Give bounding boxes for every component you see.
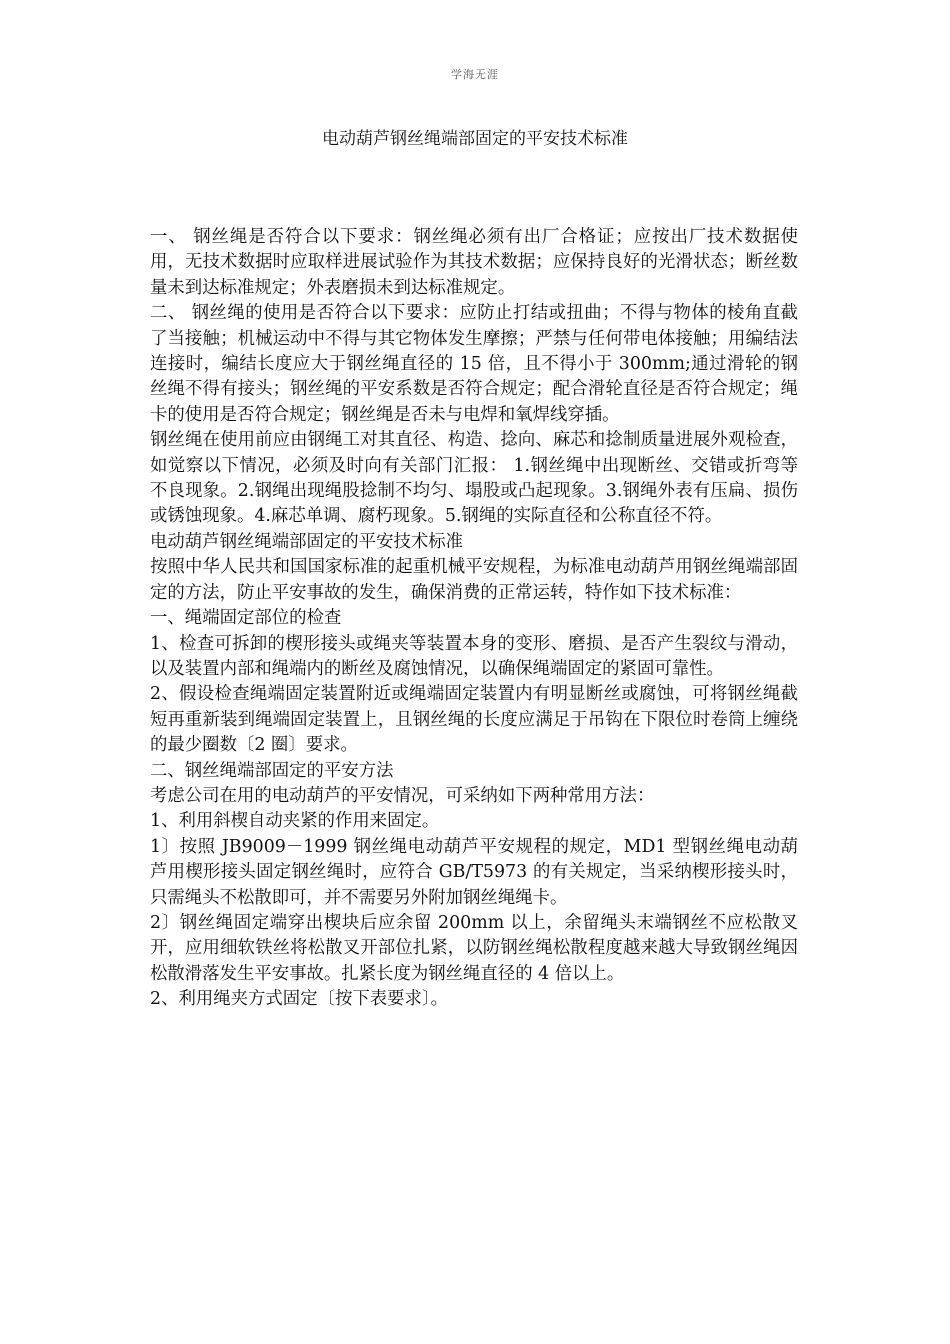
paragraph: 钢丝绳在使用前应由钢绳工对其直径、构造、捻向、麻芯和捻制质量进展外观检查，如觉察以下情况，必须及时向有关部门汇报： 1.钢丝绳中出现断丝、交错或折弯等不良现象。2.钢绳出现绳股捻制不均匀、塌股或凸起现象。3.钢绳外表有压扁、损伤或锈蚀现象。4.麻芯单调、腐朽现象。5.钢绳的实际直径和公称直径不符。 xyxy=(150,430,798,527)
paragraph: 一、 钢丝绳是否符合以下要求：钢丝绳必须有出厂合格证；应按出厂技术数据使用，无技术数据时应取样进展试验作为其技术数据；应保持良好的光滑状态；断丝数量未到达标准规定；外表磨损未到达标准规定。 xyxy=(150,227,798,298)
paragraph: 1、检查可拆卸的楔形接头或绳夹等装置本身的变形、磨损、是否产生裂纹与滑动，以及装置内部和绳端内的断丝及腐蚀情况，以确保绳端固定的紧固可靠性。 xyxy=(150,633,798,679)
header-watermark: 学海无涯 xyxy=(451,68,499,81)
subsection-heading: 2、利用绳夹方式固定〔按下表要求〕。 xyxy=(150,989,449,1010)
section-heading: 二、钢丝绳端部固定的平安方法 xyxy=(150,760,394,781)
paragraph: 2、假设检查绳端固定装置附近或绳端固定装置内有明显断丝或腐蚀，可将钢丝绳截短再重新装到绳端固定装置上，且钢丝绳的长度应满足于吊钩在下限位时卷筒上缠绕的最少圈数〔2 圈〕要求。 xyxy=(150,684,798,756)
section-title: 电动葫芦钢丝绳端部固定的平安技术标准 xyxy=(150,531,464,552)
paragraph: 按照中华人民共和国国家标准的起重机械平安规程，为标准电动葫芦用钢丝绳端部固定的方法，防止平安事故的发生，确保消费的正常运转，特作如下技术标准： xyxy=(150,557,798,603)
section-heading: 一、绳端固定部位的检查 xyxy=(150,608,342,629)
document-body xyxy=(150,225,798,1013)
subsection-heading: 1、利用斜楔自动夹紧的作用来固定。 xyxy=(150,811,440,832)
document-title: 电动葫芦钢丝绳端部固定的平安技术标准 xyxy=(322,129,628,149)
paragraph: 2〕钢丝绳固定端穿出楔块后应余留 200mm 以上，余留绳头末端钢丝不应松散叉开，应用细软铁丝将松散叉开部位扎紧，以防钢丝绳松散程度越来越大导致钢丝绳因松散滑落发生平安事故。扎紧长度为钢丝绳直径的 4 倍以上。 xyxy=(150,912,798,984)
paragraph: 二、 钢丝绳的使用是否符合以下要求：应防止打结或扭曲；不得与物体的棱角直截了当接触；机械运动中不得与其它物体发生摩擦；严禁与任何带电体接触；用编结法连接时，编结长度应大于钢丝绳直径的 15 倍，且不得小于 300mm;通过滑轮的钢丝绳不得有接头；钢丝绳的平安系数是否符合规定；配合滑轮直径是否符合规定；绳卡的使用是否符合规定；钢丝绳是否未与电焊和氧焊线穿插。 xyxy=(150,303,798,425)
paragraph: 考虑公司在用的电动葫芦的平安情况，可采纳如下两种常用方法： xyxy=(150,785,655,806)
paragraph: 1〕按照 JB9009－1999 钢丝绳电动葫芦平安规程的规定，MD1 型钢丝绳电动葫芦用楔形接头固定钢丝绳时，应符合 GB/T5973 的有关规定，当采纳楔形接头时，只需绳头不松散即可，并不需要另外附加钢丝绳绳卡。 xyxy=(150,836,798,908)
